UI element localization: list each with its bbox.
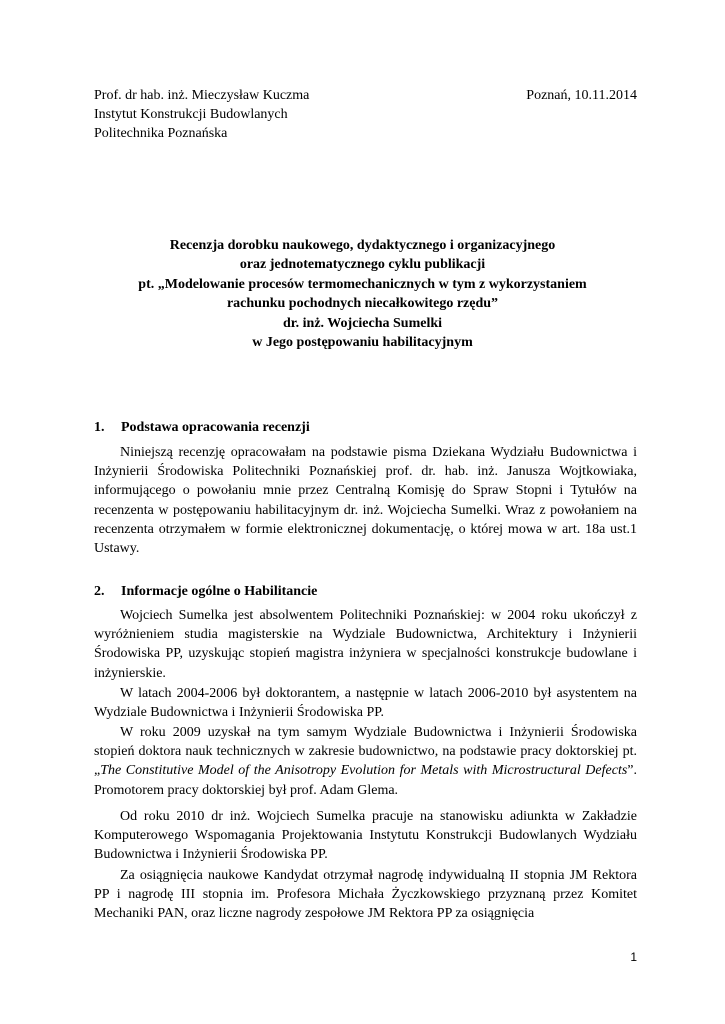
section-2-title: Informacje ogólne o Habilitancie (121, 584, 318, 599)
thesis-title: The Constitutive Model of the Anisotropy Evolution for Metals with Microstructural Defects (100, 763, 628, 779)
section-1-paragraph: Niniejszą recenzję opracowałam na podstawie pisma Dziekana Wydziału Budownictwa i Inżynierii Środowiska Politechniki Poznańskiej prof. dr. hab. inż. Janusza Wojtkowiaka, informującego o powołaniu mnie przez Centralną Komisję do Spraw Stopni i Tytułów na recenzenta w postępowaniu habilitacyjnym dr. inż. Wojciecha Sumelki. Wraz z powołaniem na recenzenta otrzymałem w formie elektronicznej dokumentację, o której mowa w art. 18a ust.1 Ustawy. (94, 445, 637, 557)
title-line-4: rachunku pochodnych niecałkowitego rzędu” (226, 296, 499, 311)
place-date: Poznań, 10.11.2014 (526, 88, 637, 103)
title-line-1: Recenzja dorobku naukowego, dydaktycznego i organizacyjnego (169, 238, 556, 253)
section-1-title: Podstawa opracowania recenzji (121, 420, 310, 435)
section-2-number: 2. (94, 584, 105, 599)
section-2-paragraph-3 (94, 723, 637, 800)
section-2-paragraph-2: W latach 2004-2006 był doktorantem, a następnie w latach 2006-2010 był asystentem na Wydziale Budownictwa i Inżynierii Środowiska PP. (94, 686, 637, 721)
section-2-paragraph-1: Wojciech Sumelka jest absolwentem Politechniki Poznańskiej: w 2004 roku ukończył z wyróżnieniem studia magisterskie na Wydziale Budownictwa, Architektury i Inżynierii Środowiska PP, uzyskując stopień magistra inżyniera w specjalności konstrukcje budowlane i inżynierskie. (94, 608, 637, 681)
author-institute: Instytut Konstrukcji Budowlanych (94, 107, 288, 122)
title-line-5: dr. inż. Wojciecha Sumelki (282, 316, 443, 331)
title-line-3: pt. „Modelowanie procesów termomechanicznych w tym z wykorzystaniem (138, 277, 587, 292)
section-2-heading (94, 582, 317, 601)
section-1-number: 1. (94, 420, 105, 435)
page-number: 1 (630, 950, 637, 964)
author-university: Politechnika Poznańska (94, 126, 228, 141)
section-1-heading (94, 418, 310, 437)
paragraph-3-text-before: W roku 2009 uzyskał na tym samym Wydziale Budownictwa i Inżynierii Środowiska stopień doktora nauk technicznych w zakresie budownictwo, na podstawie pracy doktorskiej pt. „ (94, 725, 637, 779)
section-2-paragraph-5: Za osiągnięcia naukowe Kandydat otrzymał nagrodę indywidualną II stopnia JM Rektora PP i nagrodę III stopnia im. Profesora Michała Życzkowskiego przyznaną przez Komitet Mechaniki PAN, oraz liczne nagrody zespołowe JM Rektora PP za osiągnięcia (94, 868, 637, 922)
title-line-2: oraz jednotematycznego cyklu publikacji (239, 257, 486, 272)
author-name: Prof. dr hab. inż. Mieczysław Kuczma (94, 88, 310, 103)
title-line-6: w Jego postępowaniu habilitacyjnym (252, 335, 473, 350)
section-2-paragraph-4: Od roku 2010 dr inż. Wojciech Sumelka pracuje na stanowisku adiunkta w Zakładzie Komputerowego Wspomagania Projektowania Instytutu Konstrukcji Budowlanych Wydziału Budownictwa i Inżynierii Środowiska PP. (94, 809, 637, 863)
paragraph-3-text-after: ”. Promotorem pracy doktorskiej był prof. Adam Glema. (94, 763, 637, 798)
